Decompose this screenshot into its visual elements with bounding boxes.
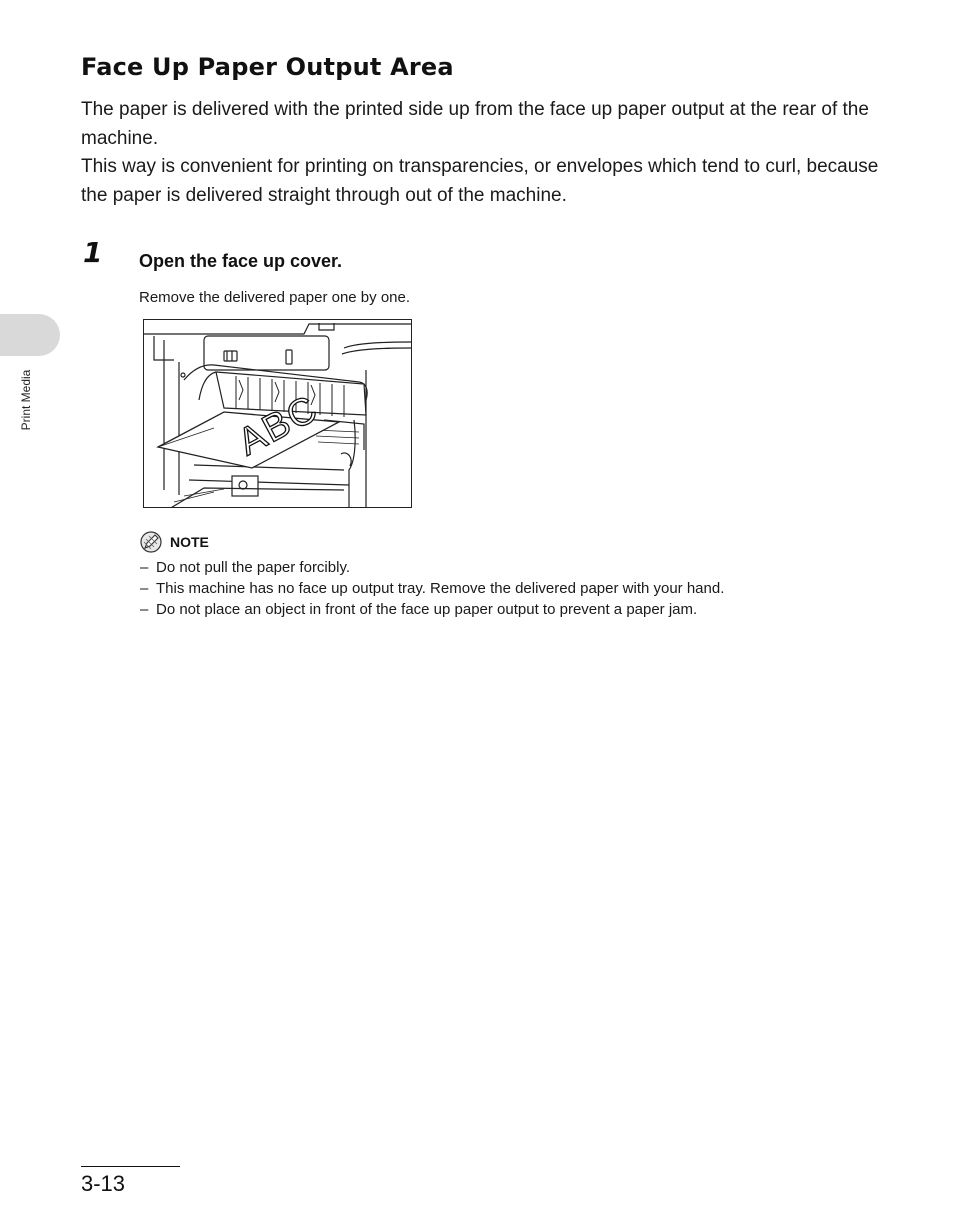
note-list [140, 557, 724, 620]
list-item [140, 557, 724, 578]
bullet-dash: – [140, 559, 149, 576]
pencil-note-icon [140, 531, 162, 553]
bullet-dash: – [140, 601, 149, 618]
paper-text: ABC [231, 387, 326, 464]
note-header [140, 531, 209, 553]
step-description: Remove the delivered paper one by one. [139, 289, 411, 306]
list-item [140, 599, 724, 620]
footer-rule [81, 1166, 180, 1167]
printer-face-up-output-illustration [143, 319, 412, 508]
list-item [140, 578, 724, 599]
page-number: 3-13 [81, 1171, 126, 1196]
chapter-tab-label: Print Media [19, 369, 33, 431]
chapter-tab [0, 314, 60, 356]
intro-paragraph: The paper is delivered with the printed side up from the face up paper output at the rear of the machine. [81, 99, 869, 149]
bullet-dash: – [140, 580, 149, 597]
note-label: NOTE [170, 534, 209, 550]
intro-paragraph: This way is convenient for printing on transparencies, or envelopes which tend to curl, because the paper is delivered straight through out of the machine. [81, 156, 879, 206]
intro-text [81, 96, 881, 210]
note-item-text: Do not place an object in front of the face up paper output to prevent a paper jam. [156, 601, 698, 618]
note-item-text: Do not pull the paper forcibly. [156, 559, 350, 576]
section-title: Face Up Paper Output Area [81, 53, 454, 81]
step-title: Open the face up cover. [139, 251, 343, 271]
step-number: 1 [83, 236, 103, 269]
note-item-text: This machine has no face up output tray. Remove the delivered paper with your hand. [156, 580, 725, 597]
